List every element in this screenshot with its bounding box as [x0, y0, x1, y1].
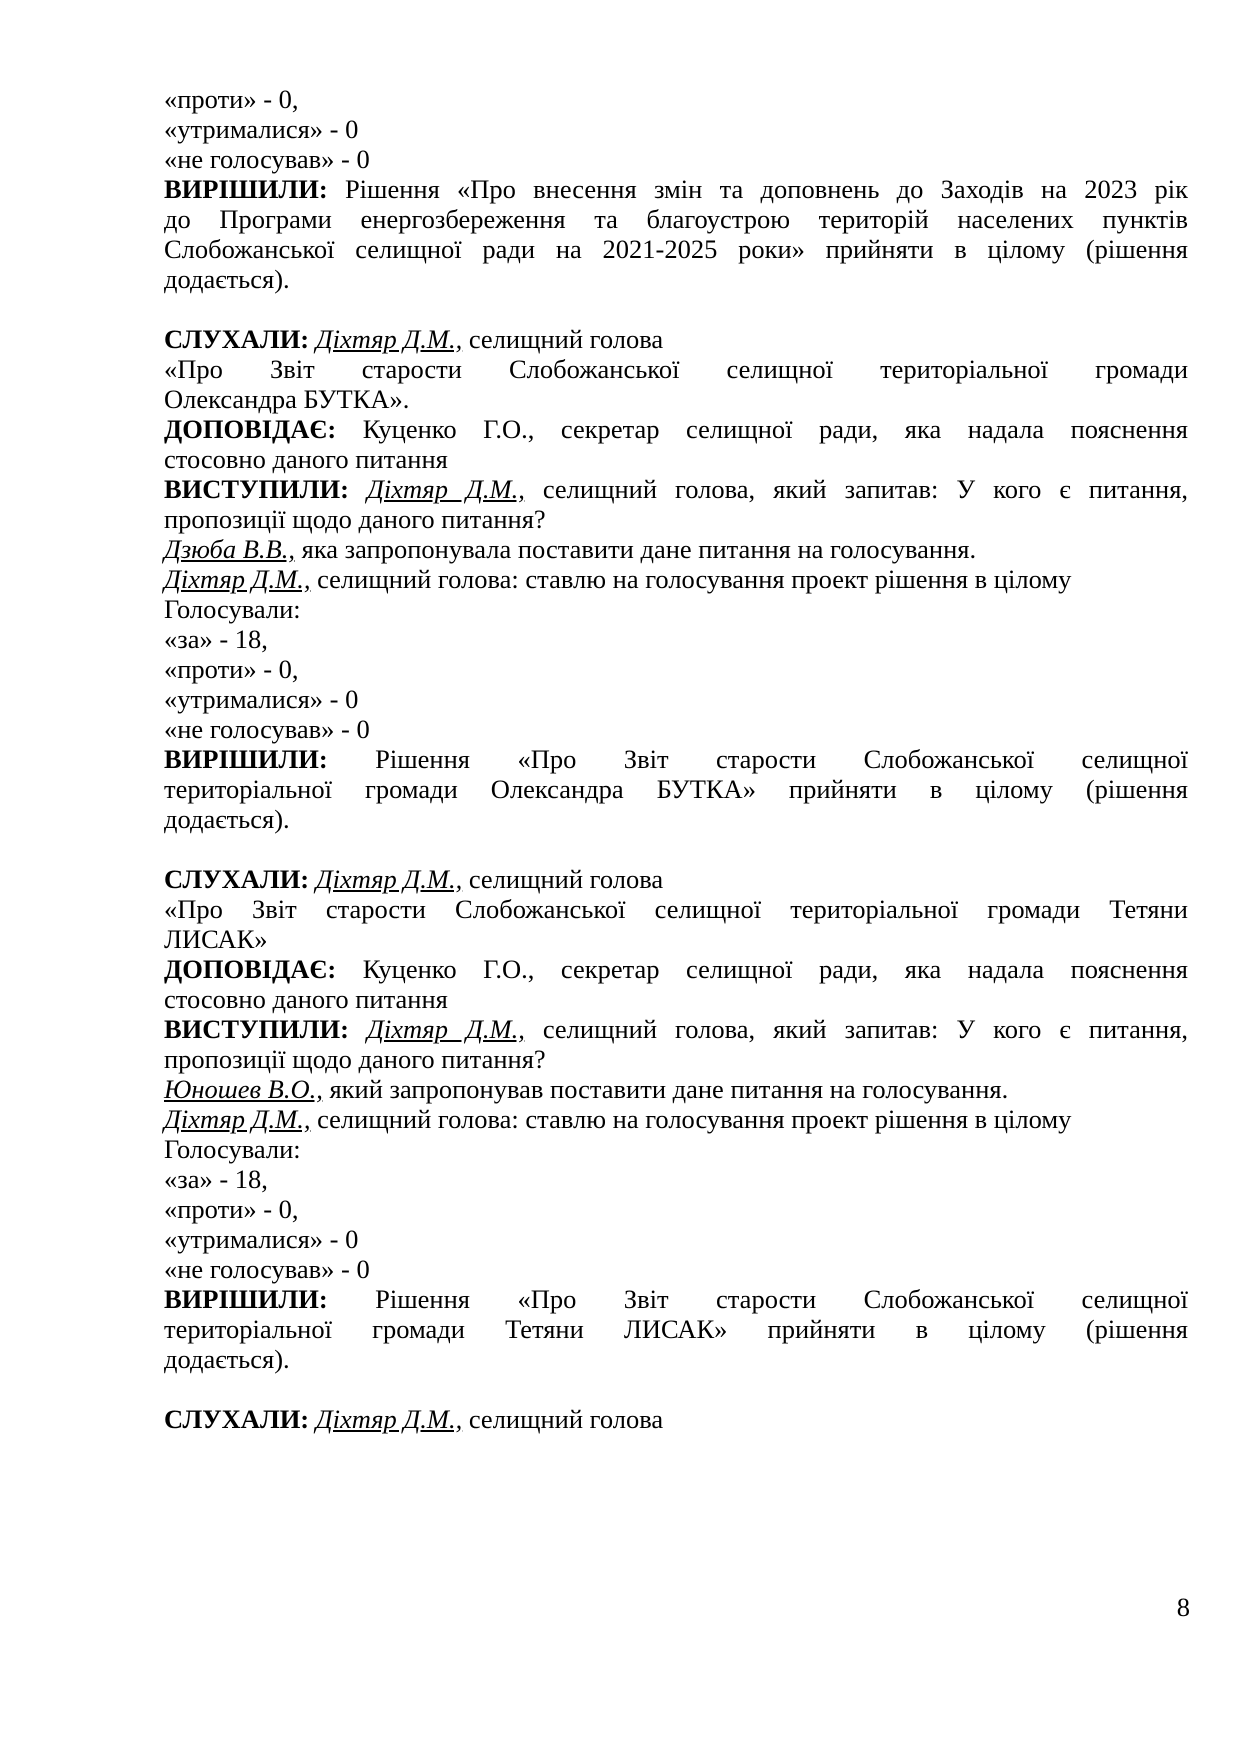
- vote-for-line: «за» - 18,: [164, 1164, 268, 1194]
- vote-not-voted-line: «не голосував» - 0: [164, 714, 370, 744]
- topic-line: «Про Звіт старости Слобожанської селищної територіальної громади Тетяни: [164, 894, 1188, 924]
- topic-line: «Про Звіт старости Слобожанської селищної територіальної громади: [164, 354, 1188, 384]
- decision-label: ВИРІШИЛИ:: [164, 1284, 328, 1314]
- reporter-label: ДОПОВІДАЄ:: [164, 414, 337, 444]
- speakers-text-line: пропозиції щодо даного питання?: [164, 1044, 546, 1074]
- person-role: селищний голова: [462, 864, 664, 894]
- person-name: Діхтяр Д.М.,: [315, 1404, 463, 1434]
- decision-text-line: додається).: [164, 1344, 290, 1374]
- topic-line: ЛИСАК»: [164, 924, 268, 954]
- decision-label: ВИРІШИЛИ:: [164, 744, 328, 774]
- reporter-text: Куценко Г.О., секретар селищної ради, яка надала пояснення: [336, 954, 1188, 984]
- person-name: Дзюба В.В.,: [164, 534, 295, 564]
- speakers-label: ВИСТУПИЛИ:: [164, 474, 349, 504]
- vote-abstain-line: «утрималися» - 0: [164, 114, 359, 144]
- speakers-text: селищний голова, який запитав: У кого є питання,: [524, 1014, 1189, 1044]
- vote-abstain-line: «утрималися» - 0: [164, 1224, 359, 1254]
- decision-line: [164, 742, 1188, 776]
- decision-text-line: до Програми енергозбереження та благоустрою територій населених пунктів: [164, 204, 1188, 234]
- speakers-label: ВИСТУПИЛИ:: [164, 1014, 349, 1044]
- reporter-text-line: стосовно даного питання: [164, 984, 448, 1014]
- vote-abstain-line: «утрималися» - 0: [164, 684, 359, 714]
- heard-label: СЛУХАЛИ:: [164, 864, 310, 894]
- voted-label: Голосували:: [164, 1134, 301, 1164]
- person-name: Діхтяр Д.М.,: [366, 1014, 525, 1044]
- speaker-line: [164, 562, 1188, 596]
- heard-line: [164, 862, 1188, 896]
- person-name: Діхтяр Д.М.,: [315, 324, 463, 354]
- vote-against-line: «проти» - 0,: [164, 84, 299, 114]
- person-name: Діхтяр Д.М.,: [164, 564, 311, 594]
- person-name: Діхтяр Д.М.,: [315, 864, 463, 894]
- heard-label: СЛУХАЛИ:: [164, 1404, 310, 1434]
- person-name: Діхтяр Д.М.,: [164, 1104, 311, 1134]
- decision-line: [164, 1282, 1188, 1316]
- person-role: селищний голова: [462, 1404, 664, 1434]
- heard-label: СЛУХАЛИ:: [164, 324, 310, 354]
- decision-text-line: територіальної громади Олександра БУТКА» прийняти в цілому (рішення: [164, 774, 1188, 804]
- voted-label: Голосували:: [164, 594, 301, 624]
- speaker-text: селищний голова: ставлю на голосування проект рішення в цілому: [310, 564, 1072, 594]
- decision-text: Рішення «Про Звіт старости Слобожанської селищної: [327, 744, 1188, 774]
- heard-line: [164, 322, 1188, 356]
- vote-against-line: «проти» - 0,: [164, 654, 299, 684]
- page-number: 8: [1176, 1592, 1190, 1622]
- vote-not-voted-line: «не голосував» - 0: [164, 1254, 370, 1284]
- reporter-text: Куценко Г.О., секретар селищної ради, яка надала пояснення: [336, 414, 1188, 444]
- reporter-label: ДОПОВІДАЄ:: [164, 954, 337, 984]
- decision-label: ВИРІШИЛИ:: [164, 174, 328, 204]
- speaker-line: [164, 532, 1188, 566]
- speakers-line: [164, 472, 1188, 506]
- speakers-text-line: пропозиції щодо даного питання?: [164, 504, 546, 534]
- speaker-text: селищний голова: ставлю на голосування проект рішення в цілому: [310, 1104, 1072, 1134]
- reporter-text-line: стосовно даного питання: [164, 444, 448, 474]
- speaker-text: який запропонував поставити дане питання на голосування.: [322, 1074, 1009, 1104]
- vote-for-line: «за» - 18,: [164, 624, 268, 654]
- speakers-line: [164, 1012, 1188, 1046]
- decision-line: [164, 172, 1188, 206]
- person-name: Діхтяр Д.М.,: [366, 474, 525, 504]
- reporter-line: [164, 412, 1188, 446]
- person-name: Юношев В.О.,: [164, 1074, 323, 1104]
- decision-text-line: Слобожанської селищної ради на 2021-2025 роки» прийняти в цілому (рішення: [164, 234, 1188, 264]
- person-role: селищний голова: [462, 324, 664, 354]
- speaker-line: [164, 1102, 1188, 1136]
- speakers-text: селищний голова, який запитав: У кого є питання,: [524, 474, 1189, 504]
- decision-text: Рішення «Про внесення змін та доповнень до Заходів на 2023 рік: [327, 174, 1188, 204]
- decision-text: Рішення «Про Звіт старости Слобожанської селищної: [327, 1284, 1188, 1314]
- speaker-line: [164, 1072, 1188, 1106]
- decision-text-line: додається).: [164, 804, 290, 834]
- vote-not-voted-line: «не голосував» - 0: [164, 144, 370, 174]
- heard-line: [164, 1402, 1188, 1436]
- decision-text-line: додається).: [164, 264, 290, 294]
- topic-line: Олександра БУТКА».: [164, 384, 410, 414]
- vote-against-line: «проти» - 0,: [164, 1194, 299, 1224]
- decision-text-line: територіальної громади Тетяни ЛИСАК» прийняти в цілому (рішення: [164, 1314, 1188, 1344]
- speaker-text: яка запропонувала поставити дане питання на голосування.: [295, 534, 977, 564]
- reporter-line: [164, 952, 1188, 986]
